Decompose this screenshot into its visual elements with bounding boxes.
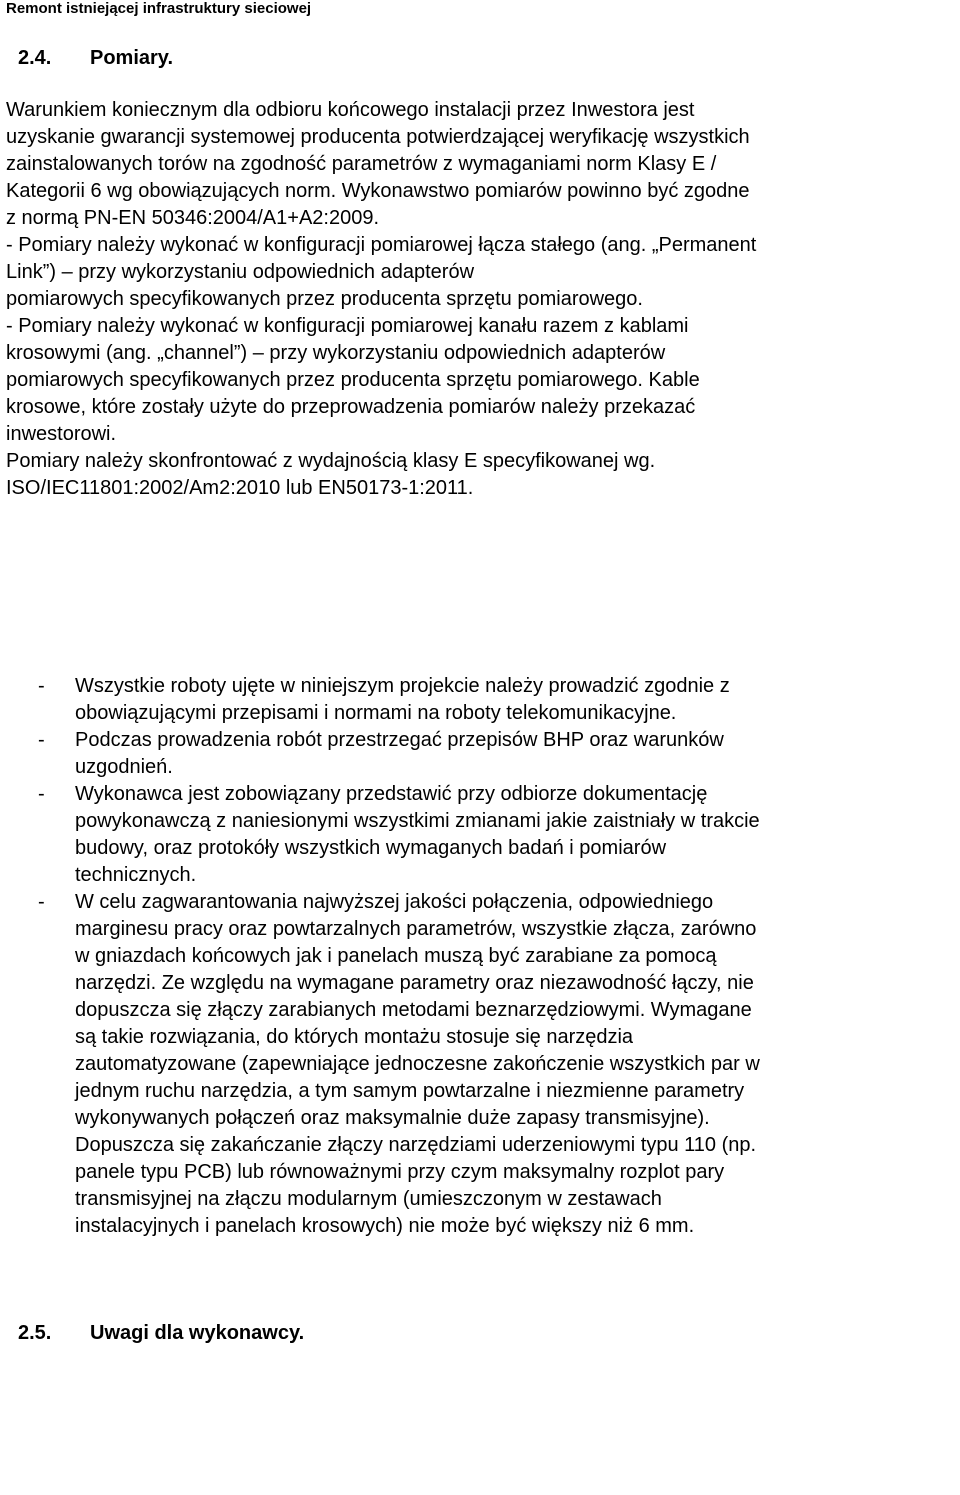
text-line: technicznych. bbox=[75, 864, 197, 886]
text-line: zautomatyzowane (zapewniające jednoczesne zakończenie wszystkich par w bbox=[75, 1053, 760, 1075]
text-line: pomiarowych specyfikowanych przez producenta sprzętu pomiarowego. bbox=[6, 288, 643, 310]
bullet-list-uwagi bbox=[38, 673, 918, 1240]
text-line: uzyskanie gwarancji systemowej producenta potwierdzającej weryfikację wszystkich bbox=[6, 126, 750, 148]
bullet-dash: - bbox=[38, 675, 45, 697]
text-line: krosowe, które zostały użyte do przeprowadzenia pomiarów należy przekazać bbox=[6, 396, 696, 418]
bullet-item bbox=[38, 673, 918, 727]
text-line: Wszystkie roboty ujęte w niniejszym projekcie należy prowadzić zgodnie z bbox=[75, 675, 730, 697]
text-line: z normą PN-EN 50346:2004/A1+A2:2009. bbox=[6, 207, 380, 229]
bullet-dash: - bbox=[38, 783, 45, 805]
text-line: Pomiary należy skonfrontować z wydajnością klasy E specyfikowanej wg. bbox=[6, 450, 656, 472]
text-line: są takie rozwiązania, do których montażu stosuje się narzędzia bbox=[75, 1026, 634, 1048]
text-line: w gniazdach końcowych jak i panelach muszą być zarabiane za pomocą bbox=[75, 945, 717, 967]
text-line: marginesu pracy oraz powtarzalnych parametrów, wszystkie złącza, zarówno bbox=[75, 918, 757, 940]
bullet-dash: - bbox=[38, 729, 45, 751]
bullet-item bbox=[38, 889, 918, 1240]
text-line: jednym ruchu narzędzia, a tym samym powtarzalne i niezmienne parametry bbox=[75, 1080, 745, 1102]
text-line: Link”) – przy wykorzystaniu odpowiednich adapterów bbox=[6, 261, 475, 283]
text-line: inwestorowi. bbox=[6, 423, 117, 445]
text-line: zainstalowanych torów na zgodność parametrów z wymaganiami norm Klasy E / bbox=[6, 153, 717, 175]
text-line: ISO/IEC11801:2002/Am2:2010 lub EN50173-1:2011. bbox=[6, 477, 474, 499]
text-line: Dopuszcza się zakańczanie złączy narzędziami uderzeniowymi typu 110 (np. bbox=[75, 1134, 757, 1156]
text-line: pomiarowych specyfikowanych przez producenta sprzętu pomiarowego. Kable bbox=[6, 369, 700, 391]
text-line: Wykonawca jest zobowiązany przedstawić przy odbiorze dokumentację bbox=[75, 783, 708, 805]
text-line: budowy, oraz protokóły wszystkich wymaganych badań i pomiarów bbox=[75, 837, 667, 859]
text-line: dopuszcza się złączy zarabianych metodami beznarzędziowymi. Wymagane bbox=[75, 999, 752, 1021]
section-number: 2.4. bbox=[18, 47, 52, 69]
text-line: krosowymi (ang. „channel”) – przy wykorzystaniu odpowiednich adapterów bbox=[6, 342, 666, 364]
bullet-item bbox=[38, 727, 918, 781]
text-line: Kategorii 6 wg obowiązujących norm. Wykonawstwo pomiarów powinno być zgodne bbox=[6, 180, 750, 202]
section-heading-pomiary bbox=[18, 46, 173, 70]
text-line: transmisyjnej na złączu modularnym (umieszczonym w zestawach bbox=[75, 1188, 662, 1210]
text-line: - Pomiary należy wykonać w konfiguracji pomiarowej łącza stałego (ang. „Permanent bbox=[6, 234, 757, 256]
text-line: uzgodnień. bbox=[75, 756, 173, 778]
bullet-item bbox=[38, 781, 918, 889]
text-line: Warunkiem koniecznym dla odbioru końcowego instalacji przez Inwestora jest bbox=[6, 99, 695, 121]
text-line: panele typu PCB) lub równoważnymi przy czym maksymalny rozplot pary bbox=[75, 1161, 725, 1183]
section-number: 2.5. bbox=[18, 1322, 52, 1344]
section-title: Uwagi dla wykonawcy. bbox=[90, 1322, 305, 1344]
text-line: W celu zagwarantowania najwyższej jakości połączenia, odpowiedniego bbox=[75, 891, 714, 913]
text-line: narzędzi. Ze względu na wymagane parametry oraz niezawodność łączy, nie bbox=[75, 972, 754, 994]
section-heading-uwagi bbox=[18, 1321, 304, 1345]
section-body-pomiary bbox=[6, 97, 756, 502]
text-line: instalacyjnych i panelach krosowych) nie może być większy niż 6 mm. bbox=[75, 1215, 695, 1237]
bullet-dash: - bbox=[38, 891, 45, 913]
text-line: - Pomiary należy wykonać w konfiguracji pomiarowej kanału razem z kablami bbox=[6, 315, 689, 337]
text-line: wykonywanych połączeń oraz maksymalnie duże zapasy transmisyjne). bbox=[75, 1107, 710, 1129]
text-line: powykonawczą z naniesionymi wszystkimi zmianami jakie zaistniały w trakcie bbox=[75, 810, 760, 832]
section-title: Pomiary. bbox=[90, 47, 173, 69]
running-header: Remont istniejącej infrastruktury sieciowej bbox=[6, 0, 312, 17]
text-line: obowiązującymi przepisami i normami na roboty telekomunikacyjne. bbox=[75, 702, 677, 724]
text-line: Podczas prowadzenia robót przestrzegać przepisów BHP oraz warunków bbox=[75, 729, 724, 751]
